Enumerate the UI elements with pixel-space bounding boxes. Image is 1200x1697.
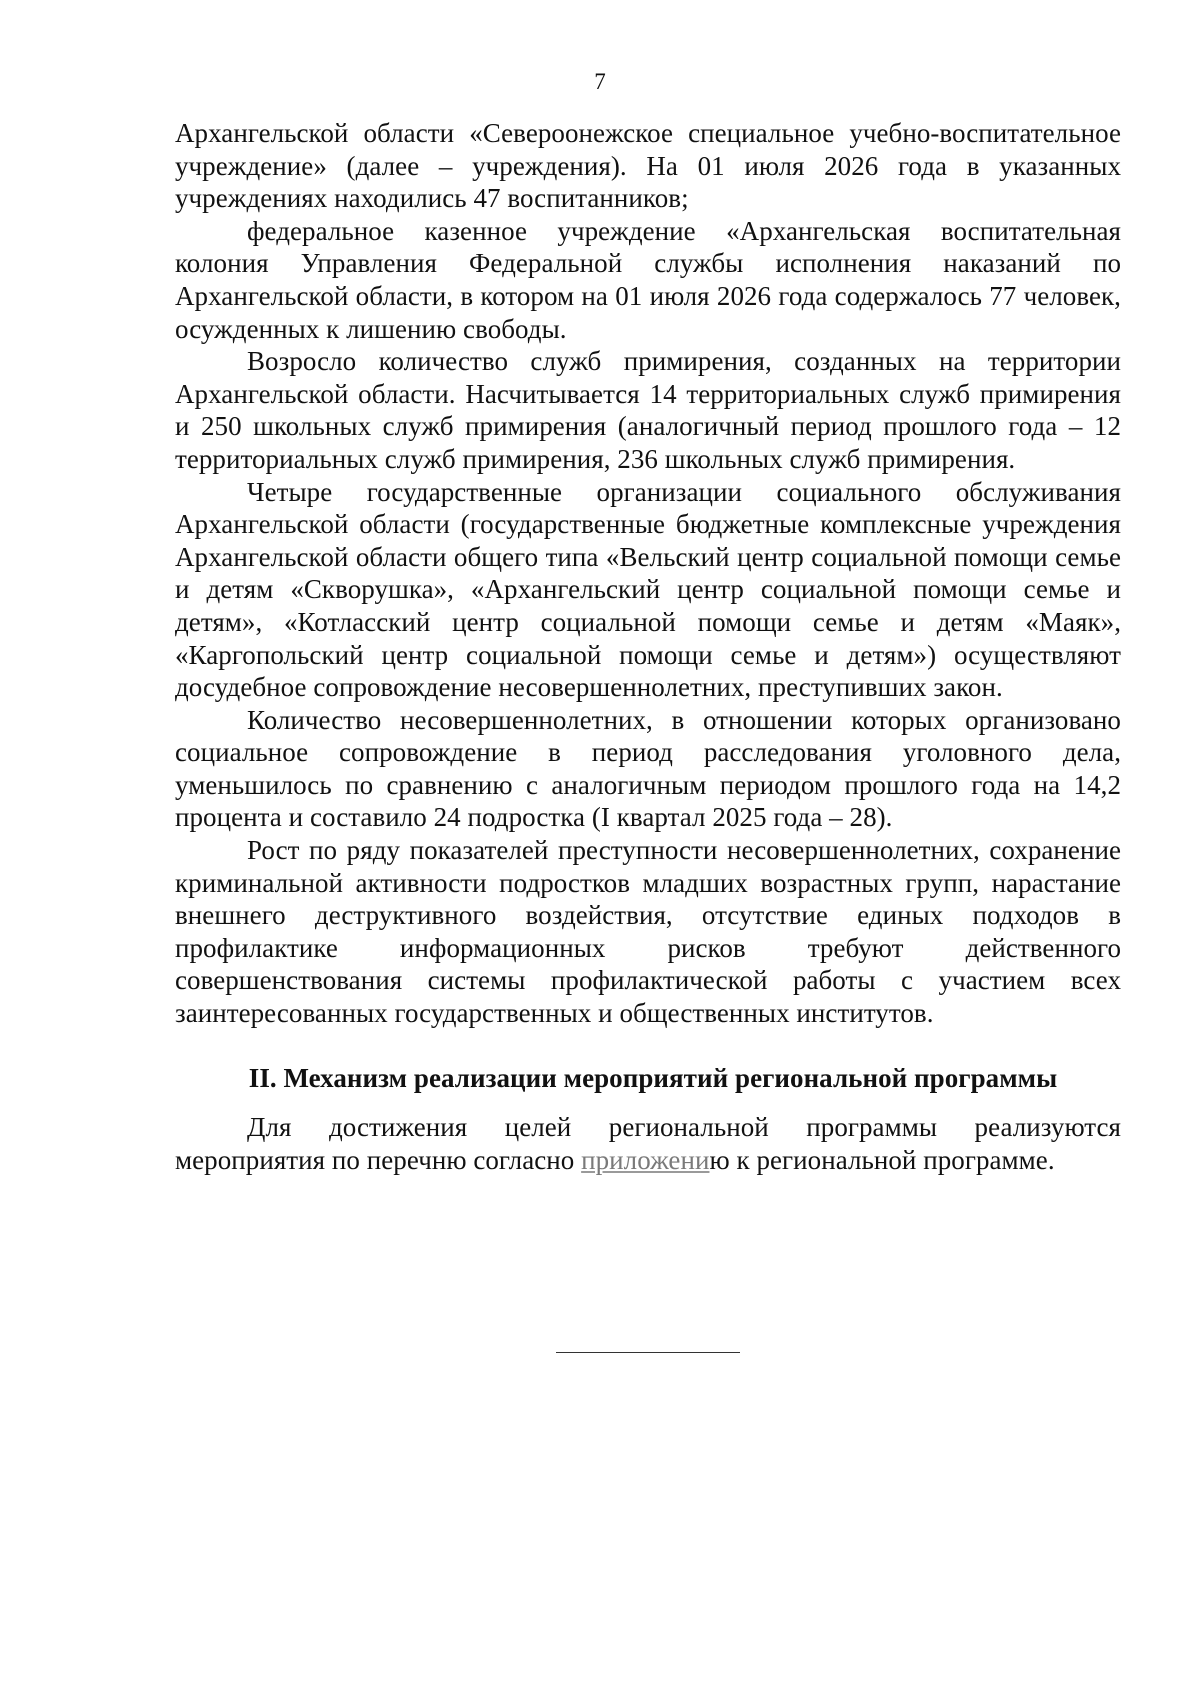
paragraph-institutions-continued: Архангельской области «Североонежское специальное учебно-воспитательное учреждение» (далее – учреждения). На 01 июля 2026 года в указанных учреждениях находились 47 воспитанников; xyxy=(175,118,1121,214)
paragraph-social-service-organizations: Четыре государственные организации социального обслуживания Архангельской области (государственные бюджетные комплексные учреждения Архангельской области общего типа «Вельский центр социальной помощи семье и детям «Скворушка», «Архангельский центр социальной помощи семье и детям», «Котласский центр социальной помощи семье и детям «Маяк», «Каргопольский центр социальной помощи семье и детям») осуществляют досудебное сопровождение несовершеннолетних, преступивших закон. xyxy=(175,476,1121,703)
appendix-link[interactable]: приложени xyxy=(581,1144,710,1175)
mechanism-text-end: ю к региональной программе. xyxy=(709,1144,1055,1175)
paragraph-program-mechanism xyxy=(175,1111,1121,1176)
end-divider-line xyxy=(556,1352,740,1353)
paragraph-reconciliation-services: Возросло количество служб примирения, созданных на территории Архангельской области. Насчитывается 14 территориальных служб примирения и 250 школьных служб примирения (аналогичный период прошлого года – 12 территориальных служб примирения, 236 школьных служб примирения. xyxy=(175,346,1121,474)
paragraph-social-support-statistics: Количество несовершеннолетних, в отношении которых организовано социальное сопровождение в период расследования уголовного дела, уменьшилось по сравнению с аналогичным периодом прошлого года на 14,2 процента и составило 24 подростка (I квартал 2025 года – 28). xyxy=(175,704,1121,833)
paragraph-crime-growth-conclusion: Рост по ряду показателей преступности несовершеннолетних, сохранение криминальной активности подростков младших возрастных групп, нарастание внешнего деструктивного воздействия, отсутствие единых подходов в профилактике информационных рисков требуют действенного совершенствования системы профилактической работы с участием всех заинтересованных государственных и общественных институтов. xyxy=(175,835,1121,1029)
mechanism-text-start: Для достижения целей региональной программы реализуются мероприятия по перечню согласно xyxy=(175,1112,1121,1175)
paragraph-educational-colony: федеральное казенное учреждение «Архангельская воспитательная колония Управления Федеральной службы исполнения наказаний по Архангельской области, в котором на 01 июля 2026 года содержалось 77 человек, осужденных к лишению свободы. xyxy=(175,215,1121,344)
section-heading: II. Механизм реализации мероприятий региональной программы xyxy=(248,1062,1058,1093)
page-number: 7 xyxy=(594,69,606,94)
document-body xyxy=(175,117,1121,1176)
